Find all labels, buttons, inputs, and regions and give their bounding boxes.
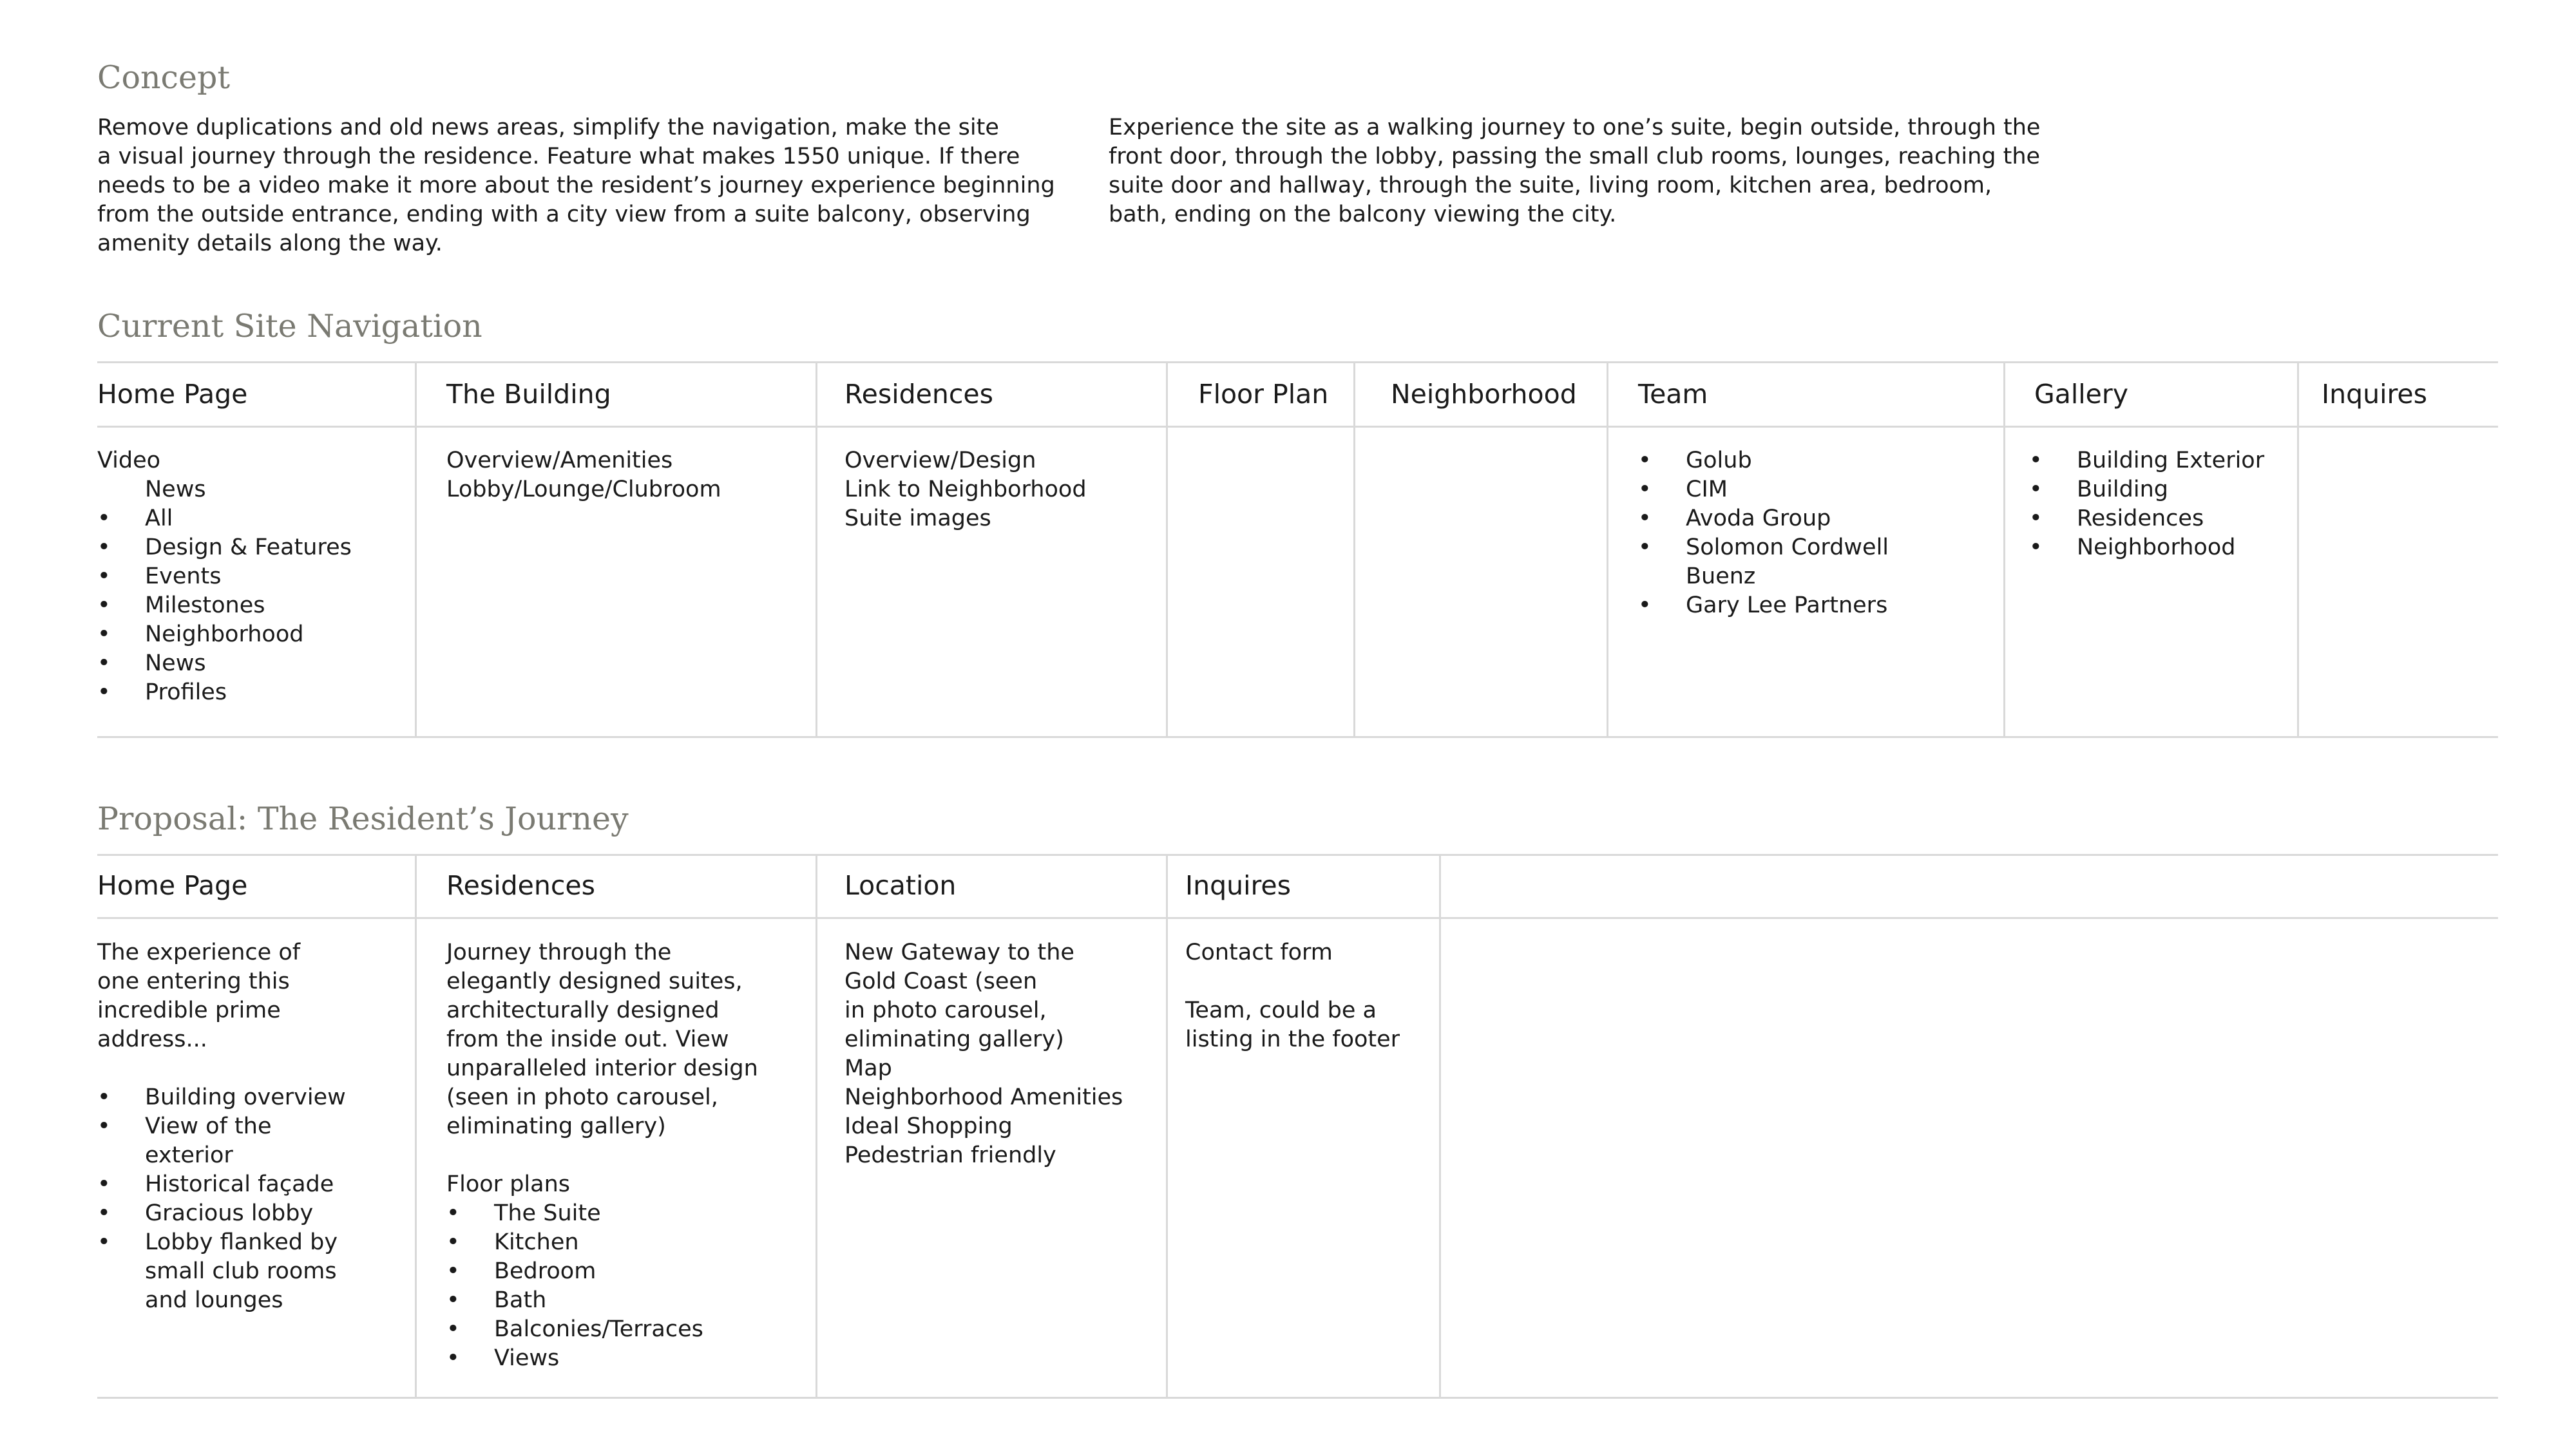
bullet-icon: • xyxy=(2029,477,2043,502)
concept-left-line: Remove duplications and old news areas, simplify the navigation, make the site xyxy=(97,115,999,140)
bullet-icon: • xyxy=(97,679,111,705)
list-item: • Bedroom xyxy=(446,1257,758,1286)
column-divider xyxy=(2297,361,2299,738)
column-divider xyxy=(1166,854,1168,1399)
bullet-icon: • xyxy=(446,1287,460,1313)
bullet-icon: • xyxy=(446,1229,460,1255)
concept-left-line: from the outside entrance, ending with a city view from a suite balcony, observing xyxy=(97,202,1031,227)
cell-text: Map xyxy=(844,1056,892,1081)
cell-text: one entering this xyxy=(97,969,290,994)
cell-text: (seen in photo carousel, xyxy=(446,1084,718,1110)
list-item: • Neighborhood xyxy=(97,620,352,649)
bullet-list xyxy=(1638,446,1889,620)
cell-text: Contact form xyxy=(1185,940,1333,965)
bullet-icon: • xyxy=(97,1171,111,1197)
list-item: • Kitchen xyxy=(446,1228,758,1257)
bullet-icon: • xyxy=(2029,535,2043,560)
cell-text: Lobby/Lounge/Clubroom xyxy=(446,477,721,502)
proposal-inquires-cell xyxy=(1185,938,1400,1054)
cell-text: News xyxy=(145,477,206,502)
home-page-cell xyxy=(97,446,352,707)
proposal-location-cell xyxy=(844,938,1123,1170)
list-item: • All xyxy=(97,504,352,533)
column-header-the-building: The Building xyxy=(446,379,611,410)
bullet-icon: • xyxy=(97,506,111,531)
bullet-icon: • xyxy=(97,564,111,589)
column-divider xyxy=(816,361,817,738)
table-rule xyxy=(97,917,2498,919)
cell-text: eliminating gallery) xyxy=(844,1027,1064,1052)
list-item: • Residences xyxy=(2029,504,2264,533)
column-header-inquires: Inquires xyxy=(2322,379,2428,410)
cell-text: Suite images xyxy=(844,506,991,531)
column-divider xyxy=(1607,361,1608,738)
list-item: • Design & Features xyxy=(97,533,352,562)
bullet-icon: • xyxy=(1638,506,1652,531)
list-item: • Profiles xyxy=(97,678,352,707)
column-divider xyxy=(1353,361,1355,738)
bullet-list xyxy=(446,1199,758,1373)
bullet-icon: • xyxy=(1638,592,1652,618)
cell-text: Pedestrian friendly xyxy=(844,1142,1056,1168)
cell-text: Link to Neighborhood xyxy=(844,477,1087,502)
bullet-list xyxy=(97,1083,346,1315)
cell-text: unparalleled interior design xyxy=(446,1056,758,1081)
cell-text: elegantly designed suites, xyxy=(446,969,743,994)
concept-right-line: bath, ending on the balcony viewing the city. xyxy=(1109,202,1617,227)
list-item: • CIM xyxy=(1638,475,1889,504)
column-header-gallery: Gallery xyxy=(2034,379,2129,410)
list-item: • Gracious lobby xyxy=(97,1199,346,1228)
list-item: • Avoda Group xyxy=(1638,504,1889,533)
bullet-icon: • xyxy=(97,1229,111,1255)
bullet-icon: • xyxy=(2029,448,2043,473)
cell-text: Ideal Shopping xyxy=(844,1113,1013,1139)
concept-left-line: needs to be a video make it more about the resident’s journey experience beginning xyxy=(97,173,1055,198)
bullet-icon: • xyxy=(2029,506,2043,531)
list-item: • View of the exterior xyxy=(97,1113,272,1168)
concept-right-line: Experience the site as a walking journey to one’s suite, begin outside, through the xyxy=(1109,115,2041,140)
concept-right-line: suite door and hallway, through the suite, living room, kitchen area, bedroom, xyxy=(1109,173,1992,198)
proposal-heading: Proposal: The Resident’s Journey xyxy=(97,800,629,837)
list-item: • News xyxy=(97,649,352,678)
list-item: • Milestones xyxy=(97,591,352,620)
column-header-floor-plan: Floor Plan xyxy=(1198,379,1329,410)
bullet-icon: • xyxy=(446,1258,460,1284)
current-nav-heading: Current Site Navigation xyxy=(97,308,482,345)
column-header-location: Location xyxy=(844,870,957,901)
cell-text: incredible prime xyxy=(97,998,281,1023)
list-item: • Solomon Cordwell Buenz xyxy=(1638,535,1889,589)
list-item: • Building overview xyxy=(97,1083,346,1112)
bullet-icon: • xyxy=(97,621,111,647)
table-rule xyxy=(97,854,2498,856)
bullet-icon: • xyxy=(1638,448,1652,473)
bullet-list xyxy=(97,504,352,707)
bullet-list xyxy=(2029,446,2264,562)
column-divider xyxy=(415,854,417,1399)
bullet-icon: • xyxy=(97,1084,111,1110)
bullet-icon: • xyxy=(1638,477,1652,502)
cell-text: Gold Coast (seen xyxy=(844,969,1038,994)
table-rule xyxy=(97,426,2498,428)
proposal-residences-cell xyxy=(446,938,758,1373)
cell-text: Overview/Amenities xyxy=(446,448,673,473)
list-item: • Building xyxy=(2029,475,2264,504)
table-rule xyxy=(97,736,2498,738)
list-item: • Bath xyxy=(446,1286,758,1315)
bullet-icon: • xyxy=(1638,535,1652,560)
cell-text: The experience of xyxy=(97,940,301,965)
table-rule xyxy=(97,361,2498,363)
list-item: • Neighborhood xyxy=(2029,533,2264,562)
list-item: • Views xyxy=(446,1344,758,1373)
list-item: • Lobby flanked by small club rooms and lounges xyxy=(97,1229,338,1313)
cell-text: Journey through the xyxy=(446,940,672,965)
cell-text: address... xyxy=(97,1027,207,1052)
concept-heading: Concept xyxy=(97,59,231,96)
cell-text: architecturally designed xyxy=(446,998,720,1023)
concept-right-paragraph xyxy=(1109,113,2040,229)
column-header-home-page: Home Page xyxy=(97,870,248,901)
bullet-icon: • xyxy=(97,1113,111,1139)
column-divider xyxy=(1166,361,1168,738)
bullet-icon: • xyxy=(446,1316,460,1342)
cell-text: eliminating gallery) xyxy=(446,1113,666,1139)
gallery-cell xyxy=(2029,446,2264,562)
list-item: • Balconies/Terraces xyxy=(446,1315,758,1344)
floor-plans-subheading: Floor plans xyxy=(446,1171,571,1197)
cell-text: New Gateway to the xyxy=(844,940,1074,965)
bullet-icon: • xyxy=(446,1200,460,1226)
column-header-residences: Residences xyxy=(844,379,993,410)
list-item: • The Suite xyxy=(446,1199,758,1228)
bullet-icon: • xyxy=(97,592,111,618)
list-item: • Golub xyxy=(1638,446,1889,475)
bullet-icon: • xyxy=(97,650,111,676)
cell-text: from the inside out. View xyxy=(446,1027,729,1052)
concept-left-line: amenity details along the way. xyxy=(97,231,443,256)
bullet-icon: • xyxy=(97,535,111,560)
column-divider xyxy=(816,854,817,1399)
cell-text: Video xyxy=(97,448,161,473)
list-item: • Gary Lee Partners xyxy=(1638,591,1889,620)
list-item: • Building Exterior xyxy=(2029,446,2264,475)
list-item: • Events xyxy=(97,562,352,591)
team-cell xyxy=(1638,446,1889,620)
bullet-icon: • xyxy=(446,1345,460,1371)
column-header-inquires: Inquires xyxy=(1185,870,1292,901)
cell-text: listing in the footer xyxy=(1185,1027,1400,1052)
table-rule xyxy=(97,1397,2498,1399)
column-header-home-page: Home Page xyxy=(97,379,248,410)
list-item: • Historical façade xyxy=(97,1170,346,1199)
proposal-home-cell xyxy=(97,938,346,1315)
column-divider xyxy=(2003,361,2005,738)
cell-text: Neighborhood Amenities xyxy=(844,1084,1123,1110)
concept-right-line: front door, through the lobby, passing the small club rooms, lounges, reaching the xyxy=(1109,144,2041,169)
the-building-cell xyxy=(446,446,721,504)
cell-text: Overview/Design xyxy=(844,448,1036,473)
cell-text: in photo carousel, xyxy=(844,998,1047,1023)
column-divider xyxy=(415,361,417,738)
column-header-residences: Residences xyxy=(446,870,595,901)
concept-left-line: a visual journey through the residence. Feature what makes 1550 unique. If there xyxy=(97,144,1020,169)
column-divider xyxy=(1439,854,1441,1399)
residences-cell xyxy=(844,446,1087,533)
concept-left-paragraph xyxy=(97,113,1055,258)
bullet-icon: • xyxy=(97,1200,111,1226)
cell-text: Team, could be a xyxy=(1185,998,1377,1023)
column-header-neighborhood: Neighborhood xyxy=(1391,379,1577,410)
column-header-team: Team xyxy=(1638,379,1708,410)
